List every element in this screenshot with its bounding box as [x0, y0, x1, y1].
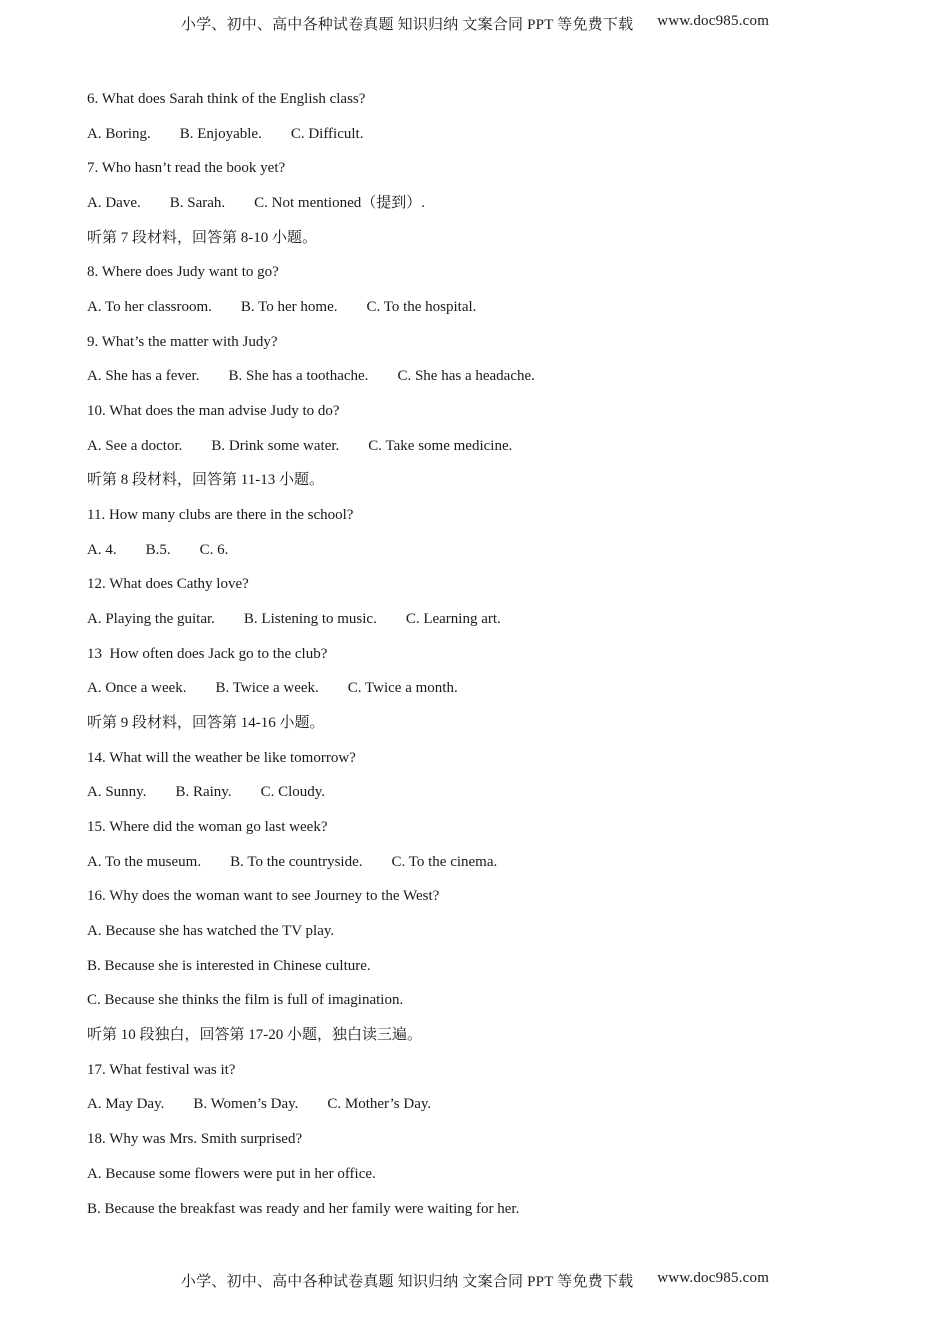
- answer-option: C. Twice a month.: [347, 680, 458, 697]
- answer-options: [87, 678, 907, 713]
- answer-option: C. Take some medicine.: [368, 437, 513, 454]
- answer-option: A. Playing the guitar.: [87, 611, 215, 628]
- answer-option: B. Twice a week.: [215, 680, 319, 697]
- answer-option: A. To her classroom.: [87, 299, 212, 316]
- footer-text: 小学、初中、高中各种试卷真题 知识归纳 文案合同 PPT 等免费下载: [180, 1274, 634, 1290]
- question-text: 6. What does Sarah think of the English class?: [87, 91, 366, 107]
- answer-option: C. Not mentioned（提到）.: [254, 195, 425, 212]
- answer-option: B. Women’s Day.: [193, 1096, 299, 1113]
- answer-options: [87, 609, 907, 644]
- answer-option: A. Dave.: [87, 195, 141, 212]
- answer-option: B. Drink some water.: [211, 437, 340, 454]
- answer-options: [87, 193, 907, 228]
- answer-option: A. She has a fever.: [87, 368, 200, 385]
- question-text: 13 How often does Jack go to the club?: [87, 645, 328, 662]
- page-header: [0, 13, 950, 34]
- answer-option: C. To the cinema.: [391, 853, 498, 870]
- question-text: 7. Who hasn’t read the book yet?: [87, 160, 286, 177]
- answer-option: B.5.: [145, 541, 171, 558]
- section-instruction: 听第 8 段材料，回答第 11-13 小题。: [87, 472, 324, 489]
- question-text: 18. Why was Mrs. Smith surprised?: [87, 1131, 303, 1148]
- header-url: www.doc985.com: [657, 13, 770, 29]
- exam-content: [87, 89, 907, 1233]
- answer-option: B. Enjoyable.: [179, 125, 262, 142]
- answer-option: B. Because the breakfast was ready and her family were waiting for her.: [87, 1200, 520, 1217]
- question-text: 10. What does the man advise Judy to do?: [87, 403, 340, 420]
- answer-option: A. May Day.: [87, 1096, 165, 1113]
- answer-option: A. See a doctor.: [87, 437, 183, 454]
- answer-option: A. Because she has watched the TV play.: [87, 923, 335, 940]
- answer-option: C. Difficult.: [290, 125, 364, 142]
- question-text: 16. Why does the woman want to see Journey to the West?: [87, 888, 440, 905]
- question-text: 15. Where did the woman go last week?: [87, 819, 328, 836]
- question-text: 12. What does Cathy love?: [87, 576, 249, 593]
- answer-option: B. To her home.: [240, 299, 338, 316]
- section-instruction: 听第 9 段材料，回答第 14-16 小题。: [87, 715, 325, 732]
- answer-options: [87, 782, 907, 817]
- question-text: 8. Where does Judy want to go?: [87, 264, 279, 281]
- answer-option: A. Boring.: [87, 125, 151, 142]
- answer-option: A. 4.: [87, 541, 117, 558]
- question-text: 11. How many clubs are there in the school?: [87, 507, 354, 524]
- answer-option: A. Sunny.: [87, 784, 147, 801]
- answer-options: [87, 436, 907, 471]
- answer-option: A. Because some flowers were put in her office.: [87, 1165, 376, 1182]
- answer-option: A. To the museum.: [87, 853, 202, 870]
- question-text: 17. What festival was it?: [87, 1061, 236, 1078]
- answer-option: C. Mother’s Day.: [327, 1096, 432, 1113]
- section-instruction: 听第 7 段材料，回答第 8-10 小题。: [87, 229, 317, 246]
- answer-options: [87, 540, 907, 575]
- answer-option: A. Once a week.: [87, 680, 187, 697]
- header-text: 小学、初中、高中各种试卷真题 知识归纳 文案合同 PPT 等免费下载: [180, 17, 634, 33]
- footer-url: www.doc985.com: [657, 1270, 770, 1286]
- answer-options: [87, 297, 907, 332]
- answer-option: C. Cloudy.: [260, 784, 326, 801]
- answer-options: [87, 1094, 907, 1129]
- answer-option: B. To the countryside.: [230, 853, 363, 870]
- page-footer: [0, 1270, 950, 1291]
- answer-option: C. She has a headache.: [397, 368, 535, 385]
- answer-option: B. Because she is interested in Chinese culture.: [87, 957, 371, 974]
- answer-option: B. She has a toothache.: [228, 368, 369, 385]
- question-text: 14. What will the weather be like tomorrow?: [87, 749, 356, 766]
- answer-option: B. Listening to music.: [243, 611, 377, 628]
- answer-option: B. Sarah.: [169, 195, 226, 212]
- answer-option: B. Rainy.: [175, 784, 232, 801]
- answer-option: C. 6.: [199, 541, 229, 558]
- question-text: 9. What’s the matter with Judy?: [87, 333, 278, 350]
- answer-option: C. Learning art.: [405, 611, 501, 628]
- answer-option: C. Because she thinks the film is full of imagination.: [87, 992, 404, 1009]
- section-instruction: 听第 10 段独白，回答第 17-20 小题，独白读三遍。: [87, 1027, 422, 1044]
- answer-option: C. To the hospital.: [366, 299, 477, 316]
- answer-options: [87, 124, 907, 159]
- answer-options: [87, 366, 907, 401]
- answer-options: [87, 852, 907, 887]
